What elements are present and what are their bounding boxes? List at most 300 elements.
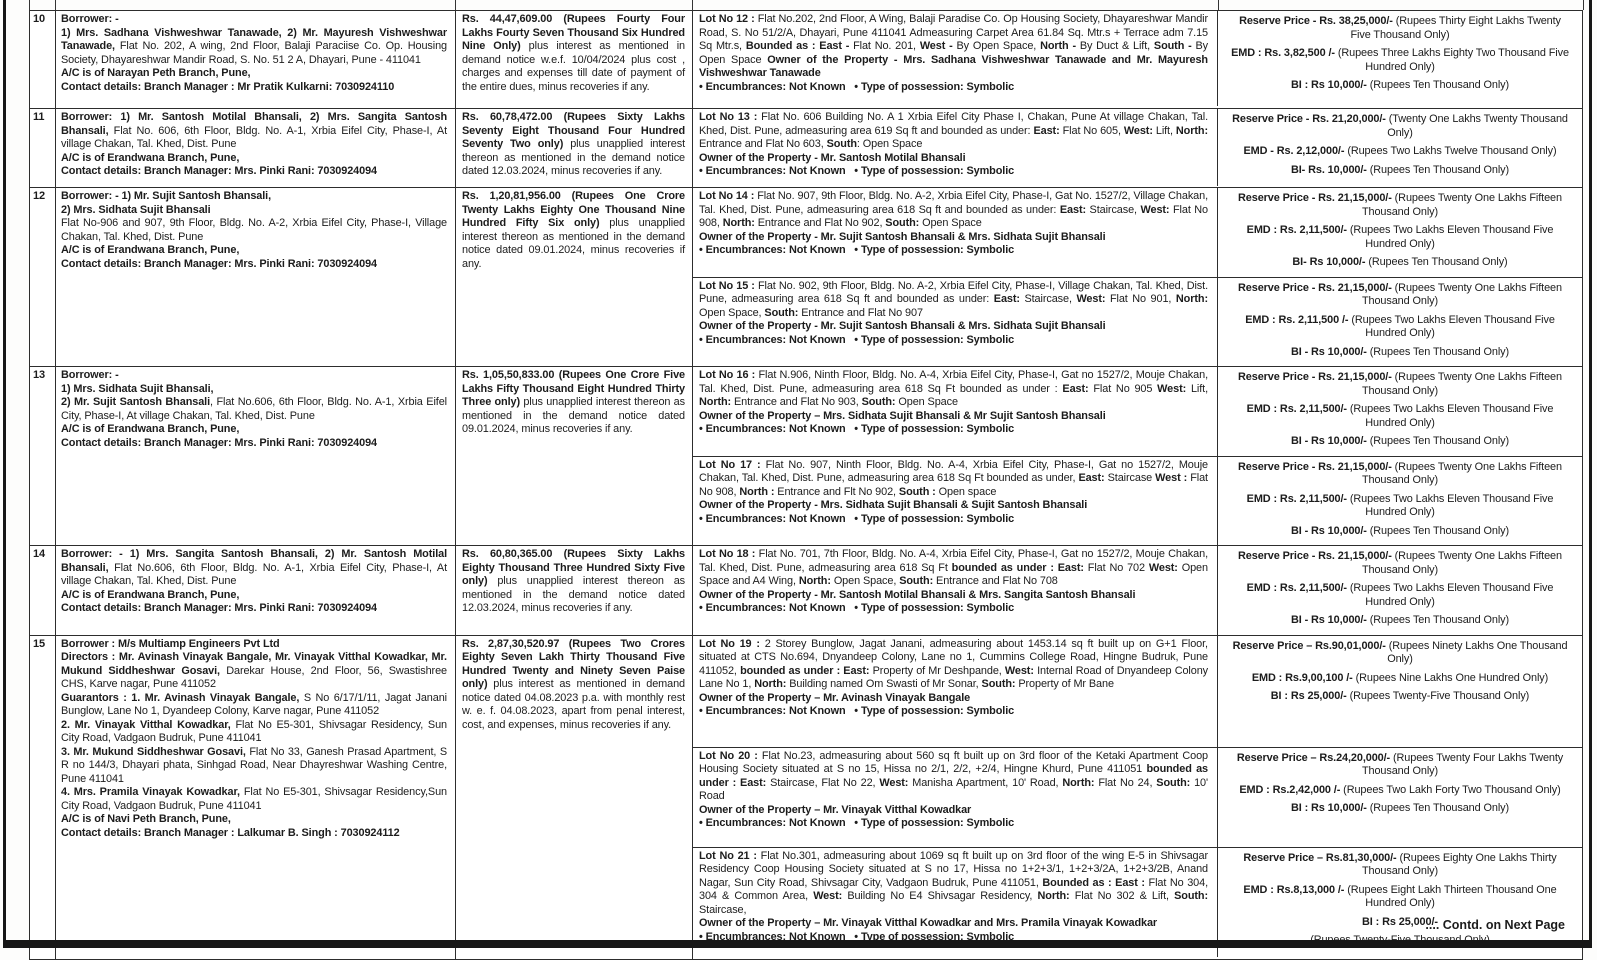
bold-text: Borrower: - <box>61 13 119 25</box>
regular-text: (Rupees Twenty One Lakhs Fifteen Thousand Only) <box>1362 550 1562 576</box>
lots-stack <box>693 367 1582 545</box>
bold-text: • Encumbrances: Not Known • Type of possession: Symbolic <box>699 817 1014 829</box>
bold-text: Contact details: Branch Manager: Mrs. Pinki Rani: 7030924094 <box>61 437 377 449</box>
price-cell <box>1218 636 1582 747</box>
regular-text: Flat No. 202, A wing, 2nd Floor, Balaji Paraciise Co. Op. Housing Society, Dhayareshwar Mandir Road, S. No. 51 2 A, Dhayari, Pune - 411041 <box>61 40 447 66</box>
bold-text: North: <box>1176 293 1208 305</box>
price-line <box>1230 371 1570 398</box>
bold-text: • Encumbrances: Not Known • Type of possession: Symbolic <box>699 705 1014 717</box>
lot-paragraph <box>699 410 1208 424</box>
borrower-paragraph <box>61 827 447 841</box>
bold-text: EMD : Rs. 2,11,500/- <box>1247 403 1350 415</box>
bold-text: Borrower: - 1) Mrs. Sangita Santosh Bhansali, 2) Mr. Santosh Motilal Bhansali, <box>61 548 447 574</box>
regular-text: Flat No 33, Ganesh Prasad Apartment, S R no 144/3, Dhayari phata, Sinhgad Road, Near Dhayreshwar Washing Centre, Pune 411041 <box>61 746 447 785</box>
bold-text: West: <box>1124 125 1156 137</box>
price-line <box>1230 346 1570 360</box>
bold-text: Bounded as : East : <box>1042 877 1148 889</box>
bold-text: Borrower: - <box>61 369 119 381</box>
lot-paragraph <box>699 369 1208 410</box>
bold-text: EMD : Rs. 2,11,500/- <box>1247 224 1350 236</box>
lot-paragraph <box>699 152 1208 166</box>
regular-text: Entrance and Flat No 603, <box>699 138 827 150</box>
regular-text: Open Space <box>922 217 982 229</box>
regular-text: (Rupees Three Lakhs Eighty Two Thousand Five Hundred Only) <box>1338 47 1569 73</box>
bold-text: Reserve Price – Rs.24,20,000/- <box>1237 752 1393 764</box>
bold-text: North: <box>754 678 789 690</box>
regular-text: By Open Space, <box>956 40 1040 52</box>
regular-text: Flat N.906, Ninth Floor, Bldg. No. A-4, Xrbia Eifel City, Phase-I, Gat no 1527/2, Mouje Chakan, Tal. Khed, Dist. Pune, admeasuring area 618 Sq Ft bounded as under : <box>699 369 1208 395</box>
regular-text: (Rupees Two Lakhs Eleven Thousand Five Hundred Only) <box>1351 314 1554 340</box>
bold-text: East: <box>1078 472 1107 484</box>
bold-text: East: <box>994 293 1025 305</box>
regular-text: (Rupees Two Lakh Forty Two Thousand Only) <box>1343 784 1560 796</box>
bold-text: Lot No 21 : <box>699 850 761 862</box>
lot-paragraph <box>699 280 1208 321</box>
amount-cell <box>456 188 693 366</box>
borrower-paragraph <box>61 369 447 383</box>
bold-text: Lot No 15 : <box>699 280 758 292</box>
bold-text: North: <box>1038 890 1075 902</box>
bold-text: South: <box>899 575 936 587</box>
bold-text: Rs. 2,87,30,520.97 (Rupees Two Crores Eighty Seven Lakh Thirty Thousand Five Hundred Twenty and Ninety Seven Paise only) <box>462 638 685 691</box>
regular-text: Entrance and Flat No 708 <box>936 575 1058 587</box>
borrower-paragraph <box>61 67 447 81</box>
row-number-cell <box>30 546 56 635</box>
bold-text: Lot No 16 : <box>699 369 758 381</box>
price-line <box>1230 614 1570 628</box>
borrower-cell <box>56 188 456 366</box>
regular-text: (Rupees Twenty One Lakhs Fifteen Thousand Only) <box>1362 282 1562 308</box>
regular-text: Flat No-906 and 907, 9th Floor, Bldg. No. A-2, Xrbia Eifel City, Phase-I, Village Chakan, Tal. Khed, Dist. Pune <box>61 217 447 243</box>
bold-text: Reserve Price - Rs. 21,15,000/- <box>1238 282 1395 294</box>
lot-paragraph <box>699 705 1208 719</box>
regular-text: Flat No 702 <box>1088 562 1149 574</box>
regular-text: Staircase, <box>1090 204 1141 216</box>
regular-text: Flat No 302 & Lift, <box>1075 890 1174 902</box>
borrower-paragraph <box>61 190 447 204</box>
bold-text: Contact details: Branch Manager : Lalkumar B. Singh : 7030924112 <box>61 827 400 839</box>
bold-text: Owner of the Property - Mr. Santosh Motilal Bhansali <box>699 152 966 164</box>
outstanding-amount-text <box>462 638 685 733</box>
lot-paragraph <box>699 499 1208 513</box>
bold-text: Reserve Price – Rs.90,01,000/- <box>1233 640 1389 652</box>
lot-row <box>693 847 1582 957</box>
bold-text: • Encumbrances: Not Known • Type of possession: Symbolic <box>699 81 1014 93</box>
lot-paragraph <box>699 804 1208 818</box>
lot-row <box>693 188 1582 277</box>
regular-text: Entrance and Flat No 902, <box>758 217 886 229</box>
price-line <box>1230 640 1570 667</box>
regular-text: (Rupees Twenty Four Lakhs Twenty Thousand Only) <box>1362 752 1563 778</box>
regular-text: plus unapplied interest thereon as mentioned in the demand notice dated 12.03.2024, minus recoveries if any. <box>462 575 685 614</box>
bold-text: Rs. 1,20,81,956.00 (Rupees One Crore Twenty Lakhs Eighty One Thousand Nine Hundred Fifty Six only) <box>462 190 685 229</box>
price-line <box>1230 784 1570 798</box>
lot-paragraph <box>699 81 1208 95</box>
price-line <box>1230 934 1570 948</box>
regular-text: Open Space, <box>699 307 764 319</box>
bold-text: West: <box>1157 383 1191 395</box>
bold-text: BI : Rs 10,000/- <box>1291 79 1370 91</box>
bold-text: Owner of the Property - Mrs. Sidhata Sujit Bhansali & Sujit Santosh Bhansali <box>699 499 1087 511</box>
lot-paragraph <box>699 513 1208 527</box>
regular-text: Building named Om Swasti of Mr Sonar, <box>789 678 981 690</box>
bold-text: South: <box>764 307 801 319</box>
regular-text: Darekar House, 2nd Floor, 56, Swastishree CHS, Karve nagar, Pune 411052 <box>61 665 447 691</box>
bold-text: Reserve Price - Rs. 21,15,000/- <box>1238 192 1395 204</box>
borrower-paragraph <box>61 217 447 244</box>
lots-stack <box>693 546 1582 635</box>
regular-text: (Rupees Ten Thousand Only) <box>1370 802 1509 814</box>
regular-text: Property of Mr Deshpande, <box>873 665 1005 677</box>
bold-text: EMD : Rs. 2,11,500/- <box>1247 493 1350 505</box>
column-stub <box>29 0 30 10</box>
regular-text: plus interest as mentioned in demand notice dated 04.08.2023 p.a. with monthly rest w. e. f. 04.08.2023, apart from penal interest, cost, and expenses, minus recoveries if any. <box>462 678 685 731</box>
price-line <box>1230 145 1570 159</box>
regular-text: Flat No 304, 304 & Common Area, <box>699 877 1208 903</box>
borrower-paragraph <box>61 396 447 423</box>
borrower-paragraph <box>61 152 447 166</box>
regular-text: Flat No. 907, Ninth Floor, Bldg. No. A-4, Xrbia Eifel City, Phase-I, Gat no 1527/2, Mouje Chakan, Tal. Khed, Dist. Pune, admeasuring area 618 Sq Ft bounded as under, <box>699 459 1208 485</box>
price-cell <box>1218 278 1582 367</box>
bold-text: Owner of the Property - Mr. Santosh Motilal Bhansali & Mrs. Sangita Santosh Bhansali <box>699 589 1135 601</box>
lot-row <box>693 456 1582 546</box>
bold-text: 2. Mr. Vinayak Vitthal Kowadkar, <box>61 719 231 731</box>
bold-text: EMD : Rs.2,42,000 /- <box>1239 784 1343 796</box>
regular-text: (Rupees Two Lakhs Eleven Thousand Five Hundred Only) <box>1350 582 1553 608</box>
row-number-cell <box>30 636 56 959</box>
lot-paragraph <box>699 320 1208 334</box>
lot-paragraph <box>699 190 1208 231</box>
bold-text: Owner of the Property – Mr. Vinayak Vitthal Kowadkar <box>699 804 971 816</box>
borrower-paragraph <box>61 602 447 616</box>
contd-note: .... Contd. on Next Page <box>1425 918 1565 932</box>
bold-text: Contact details: Branch Manager: Mrs. Pinki Rani: 7030924094 <box>61 602 377 614</box>
bold-text: East: <box>1062 383 1093 395</box>
price-line <box>1230 314 1570 341</box>
table-row-12 <box>30 187 1582 366</box>
regular-text: (Rupees Eight Lakh Thirteen Thousand One Hundred Only) <box>1347 884 1556 910</box>
outstanding-amount-text <box>462 111 685 179</box>
bold-text: Lot No 14 : <box>699 190 757 202</box>
lot-description-cell <box>693 367 1218 456</box>
regular-text: Entrance and Flt No 902, <box>777 486 899 498</box>
bold-text: A/C is of Narayan Peth Branch, Pune, <box>61 67 250 79</box>
regular-text: (Rupees Ten Thousand Only) <box>1370 525 1509 537</box>
bold-text: BI - Rs 10,000/- <box>1291 435 1370 447</box>
borrower-paragraph <box>61 258 447 272</box>
bold-text: BI - Rs 10,000/- <box>1291 614 1370 626</box>
bold-text: 1) Mrs. Sadhana Vishweshwar Tanawade, 2) Mr. Mayuresh Vishweshwar Tanawade, <box>61 27 447 53</box>
lot-paragraph <box>699 111 1208 152</box>
regular-text: Open Space <box>898 396 958 408</box>
regular-text: Flat No 24, <box>1098 777 1156 789</box>
regular-text: Flat No. 201, <box>853 40 920 52</box>
bold-text: Directors : Mr. Avinash Vinayak Bangale, Mr. Vinayak Vitthal Kowadkar, Mr. Mukund Siddheshwar Gosavi, <box>61 651 447 677</box>
price-cell <box>1218 109 1582 186</box>
borrower-paragraph <box>61 423 447 437</box>
regular-text: S No 6/17/1/11, Jagat Janani Bunglow, Lane No 1, Dyandeep Colony, Karve nagar, Pune 411052 <box>61 692 447 718</box>
bold-text: Guarantors : 1. Mr. Avinash Vinayak Bangale, <box>61 692 299 704</box>
bold-text: Lot No 12 : <box>699 13 758 25</box>
lot-paragraph <box>699 931 1208 945</box>
lot-row <box>693 11 1582 106</box>
column-stub <box>1583 0 1584 10</box>
price-line <box>1230 282 1570 309</box>
lot-description-cell <box>693 848 1218 957</box>
bold-text: 15 <box>33 638 45 650</box>
lot-row <box>693 747 1582 847</box>
bold-text: 2) Mrs. Sidhata Sujit Bhansali <box>61 204 211 216</box>
regular-text: (Rupees Twenty-Five Thousand Only) <box>1350 690 1530 702</box>
regular-text: (Rupees Ten Thousand Only) <box>1370 346 1509 358</box>
bold-text: Owner of the Property - Mr. Sujit Santosh Bhansali & Mrs. Sidhata Sujit Bhansali <box>699 320 1106 332</box>
regular-text: By Open Space <box>699 40 1208 66</box>
bold-text: Reserve Price - Rs. 21,15,000/- <box>1238 550 1395 562</box>
bold-text: North: <box>1176 125 1208 137</box>
regular-text: Flat No E5-301, Shivsagar Residency,Sun City Road, Vadgaon Budruk, Pune 411041 <box>61 786 447 812</box>
bold-text: South: <box>1174 890 1208 902</box>
bold-text: Lot No 20 : <box>699 750 762 762</box>
borrower-paragraph <box>61 692 447 719</box>
amount-cell <box>456 11 693 108</box>
borrower-paragraph <box>61 813 447 827</box>
bold-text: 1) Mrs. Sidhata Sujit Bhansali, <box>61 383 213 395</box>
bold-text: South: <box>1156 777 1194 789</box>
price-cell <box>1218 11 1582 106</box>
borrower-paragraph <box>61 111 447 152</box>
lot-description-cell <box>693 278 1218 367</box>
regular-text: (Rupees Two Lakhs Twelve Thousand Only) <box>1347 145 1556 157</box>
lot-row <box>693 277 1582 367</box>
bold-text: Lot No 17 : <box>699 459 766 471</box>
table-row-14 <box>30 545 1582 635</box>
regular-text: (Rupees Eighty One Lakhs Thirty Thousand Only) <box>1362 852 1557 878</box>
regular-text: Manisha Apartment, 10' Road, <box>912 777 1062 789</box>
borrower-paragraph <box>61 13 447 27</box>
lot-description-cell <box>693 188 1218 277</box>
regular-text: Open Space and A4 Wing, <box>699 562 1208 588</box>
regular-text: (Rupees Nine Lakhs One Hundred Only) <box>1356 672 1549 684</box>
lot-paragraph <box>699 602 1208 616</box>
bold-text: 12 <box>33 190 45 202</box>
borrower-paragraph <box>61 437 447 451</box>
auction-lots-table <box>29 10 1583 960</box>
bold-text: Reserve Price - Rs. 21,15,000/- <box>1238 371 1395 383</box>
regular-text: (Rupees Ten Thousand Only) <box>1370 614 1509 626</box>
bold-text: BI- Rs. 10,000/- <box>1291 164 1370 176</box>
borrower-paragraph <box>61 651 447 692</box>
regular-text: (Rupees Twenty-Five Thousand Only) <box>1310 934 1490 946</box>
regular-text: Property of Mr Bane <box>1018 678 1114 690</box>
regular-text: plus interest as mentioned in demand notice w.e.f. 10/04/2024 plus cost , charges and expenses till date of payment of the entire dues, minus recoveries if any. <box>462 40 685 93</box>
price-line <box>1230 582 1570 609</box>
bold-text: Contact details: Branch Manager: Mrs. Pinki Rani: 7030924094 <box>61 258 377 270</box>
regular-text: Flat No E5-301, Shivsagar Residency, Sun City Road, Vadgaon Budruk, Pune 411041 <box>61 719 447 745</box>
price-cell <box>1218 457 1582 546</box>
lots-stack <box>693 11 1582 108</box>
regular-text: Open space <box>939 486 997 498</box>
borrower-paragraph <box>61 204 447 218</box>
lot-description-cell <box>693 109 1218 186</box>
lot-description-cell <box>693 457 1218 546</box>
bold-text: EMD : Rs. 3,82,500 /- <box>1231 47 1338 59</box>
regular-text: Flat No.23, admeasuring about 560 sq ft built up on 3rd floor of the Ketaki Apartment Coop Housing Society situated at S no 15, Hissa no 2/1, 2/2, +2/4, Hingne Khurd, Pune 411051 <box>699 750 1208 776</box>
price-line <box>1230 690 1570 704</box>
bold-text: • Encumbrances: Not Known • Type of possession: Symbolic <box>699 334 1014 346</box>
regular-text: Flat No. 606 Building No. A 1 Xrbia Eifel City Phase I, Chakan, Pune At village Chakan, Tal. Khed, Dist. Pune, admeasuring area 619 Sq ft and bounded as under: <box>699 111 1208 137</box>
lot-paragraph <box>699 850 1208 918</box>
bold-text: • Encumbrances: Not Known • Type of possession: Symbolic <box>699 423 1014 435</box>
table-row-13 <box>30 366 1582 545</box>
bold-text: BI : Rs 10,000/- <box>1291 802 1370 814</box>
regular-text: Staircase <box>1108 472 1156 484</box>
price-line <box>1230 752 1570 779</box>
bold-text: BI : Rs 25,000/- <box>1271 690 1350 702</box>
regular-text: Flat No. 606, 6th Floor, Bldg. No. A-1, Xrbia Eifel City, Phase-I, At village Chakan, Tal. Khed, Dist. Pune <box>61 125 447 151</box>
bold-text: Lot No 18 : <box>699 548 759 560</box>
price-line <box>1230 884 1570 911</box>
borrower-paragraph <box>61 638 447 652</box>
price-line <box>1230 164 1570 178</box>
bold-text: Owner of the Property - Mrs. Sadhana Vishweshwar Tanawade and Mr. Mayuresh Vishweshwar Tanawade <box>699 54 1208 80</box>
bold-text: EMD : Rs.8,13,000 /- <box>1243 884 1347 896</box>
bold-text: West: <box>1005 665 1037 677</box>
amount-cell <box>456 109 693 187</box>
bold-text: A/C is of Navi Peth Branch, Pune, <box>61 813 231 825</box>
amount-cell <box>456 546 693 635</box>
bold-text: Rs. 1,05,50,833.00 (Rupees One Crore Five Lakhs Fifty Thousand Eight Hundred Thirty Three only) <box>462 369 685 408</box>
lot-paragraph <box>699 589 1208 603</box>
bold-text: BI - Rs 10,000/- <box>1291 346 1370 358</box>
bold-text: Lot No 19 : <box>699 638 765 650</box>
bold-text: bounded as under : East: <box>952 562 1088 574</box>
lot-paragraph <box>699 548 1208 589</box>
bold-text: West: <box>1149 562 1182 574</box>
lots-stack <box>693 636 1582 959</box>
borrower-cell <box>56 11 456 108</box>
bold-text: Contact details: Branch Manager: Mrs. Pinki Rani: 7030924094 <box>61 165 377 177</box>
bold-text: Owner of the Property – Mrs. Sidhata Sujit Bhansali & Mr Sujit Santosh Bhansali <box>699 410 1106 422</box>
price-line <box>1230 852 1570 879</box>
regular-text: , Flat No.606, 6th Floor, Bldg. No. A-1, Xrbia Eifel City, Phase-I, At village Chakan, Tal. Khed, Dist. Pune <box>61 396 447 422</box>
bold-text: BI- Rs 10,000/- <box>1292 256 1368 268</box>
bold-text: bounded as under : East: <box>699 763 1208 789</box>
lot-paragraph <box>699 231 1208 245</box>
borrower-cell <box>56 367 456 545</box>
borrower-paragraph <box>61 746 447 787</box>
bold-text: 2) Mr. Sujit Santosh Bhansali <box>61 396 210 408</box>
bold-text: BI - Rs 10,000/- <box>1291 525 1370 537</box>
bold-text: North: <box>1062 777 1098 789</box>
borrower-paragraph <box>61 81 447 95</box>
regular-text: Lift, <box>1191 383 1208 395</box>
bold-text: 10 <box>33 13 45 25</box>
regular-text: Lift, <box>1156 125 1176 137</box>
bold-text: South : <box>899 486 939 498</box>
row-number-cell <box>30 367 56 545</box>
bold-text: North : <box>739 486 777 498</box>
price-line <box>1230 493 1570 520</box>
borrower-paragraph <box>61 27 447 68</box>
regular-text: (Twenty One Lakhs Twenty Thousand Only) <box>1387 113 1568 139</box>
lot-paragraph <box>699 334 1208 348</box>
bold-text: Bounded as : East - <box>746 40 853 52</box>
regular-text: (Rupees Two Lakhs Eleven Thousand Five Hundred Only) <box>1350 224 1553 250</box>
price-cell <box>1218 367 1582 456</box>
bold-text: South: <box>862 396 899 408</box>
price-cell <box>1218 188 1582 277</box>
borrower-paragraph <box>61 165 447 179</box>
price-line <box>1230 461 1570 488</box>
bold-text: Owner of the Property - Mr. Sujit Santosh Bhansali & Mrs. Sidhata Sujit Bhansali <box>699 231 1106 243</box>
regular-text: (Rupees Ten Thousand Only) <box>1370 79 1509 91</box>
outstanding-amount-text <box>462 190 685 271</box>
regular-text: (Rupees Ten Thousand Only) <box>1370 164 1509 176</box>
row-number-cell <box>30 11 56 108</box>
row-number-cell <box>30 188 56 366</box>
bold-text: A/C is of Erandwana Branch, Pune, <box>61 589 239 601</box>
price-line <box>1230 113 1570 140</box>
regular-text: Flat No 908, <box>699 204 1208 230</box>
bold-text: 11 <box>33 111 44 123</box>
price-line <box>1230 435 1570 449</box>
borrower-paragraph <box>61 383 447 397</box>
lot-paragraph <box>699 423 1208 437</box>
lot-row <box>693 109 1582 186</box>
regular-text: (Rupees Two Lakhs Eleven Thousand Five Hundred Only) <box>1350 403 1553 429</box>
bold-text: Reserve Price - Rs. 21,15,000/- <box>1238 461 1395 473</box>
price-line <box>1230 672 1570 686</box>
regular-text: Flat No 605, <box>1063 125 1124 137</box>
bold-text: EMD : Rs.9,00,100 /- <box>1252 672 1356 684</box>
regular-text: Internal Road of Dnyandeep Colony Lane No 1, <box>699 665 1208 691</box>
row-number-cell <box>30 109 56 187</box>
lot-paragraph <box>699 692 1208 706</box>
column-stub <box>55 0 56 10</box>
price-line <box>1230 192 1570 219</box>
bold-text: • Encumbrances: Not Known • Type of possession: Symbolic <box>699 244 1014 256</box>
price-line <box>1230 79 1570 93</box>
bold-text: West: <box>1141 204 1173 216</box>
bold-text: West : <box>1155 472 1190 484</box>
borrower-paragraph <box>61 589 447 603</box>
bold-text: Contact details: Branch Manager : Mr Pratik Kulkarni: 7030924110 <box>61 81 394 93</box>
borrower-paragraph <box>61 719 447 746</box>
price-line <box>1230 47 1570 74</box>
bold-text: North: <box>799 575 834 587</box>
lot-paragraph <box>699 917 1208 931</box>
bold-text: Rs. 60,80,365.00 (Rupees Sixty Lakhs Eighty Thousand Three Hundred Sixty Five only) <box>462 548 685 587</box>
lot-paragraph <box>699 817 1208 831</box>
amount-cell <box>456 367 693 545</box>
regular-text: : Open Space <box>857 138 922 150</box>
bold-text: EMD - Rs. 2,12,000/- <box>1243 145 1347 157</box>
bold-text: Borrower : M/s Multiamp Engineers Pvt Ltd <box>61 638 280 650</box>
price-line <box>1230 256 1570 270</box>
bold-text: North: <box>699 396 734 408</box>
bold-text: West - <box>920 40 957 52</box>
bold-text: • Encumbrances: Not Known • Type of possession: Symbolic <box>699 931 1014 943</box>
bold-text: • Encumbrances: Not Known • Type of possession: Symbolic <box>699 165 1014 177</box>
bold-text: BI : Rs 25,000/- <box>1362 916 1438 928</box>
bold-text: Owner of the Property – Mr. Avinash Vinayak Bangale <box>699 692 970 704</box>
bold-text: • Encumbrances: Not Known • Type of possession: Symbolic <box>699 513 1014 525</box>
bold-text: EMD : Rs. 2,11,500/- <box>1247 582 1350 594</box>
regular-text: Staircase, <box>1024 293 1076 305</box>
regular-text: 2 Storey Bunglow, Jagat Janani, admeasuring about 1453.14 sq ft built up on G+1 Floor, situated at CTS No.694, Dnyandeep Colony, Lane no 1, Cummins College Road, Hingne Budruk, Pune 411052, <box>699 638 1208 677</box>
price-line <box>1230 403 1570 430</box>
bold-text: West: <box>813 890 847 902</box>
